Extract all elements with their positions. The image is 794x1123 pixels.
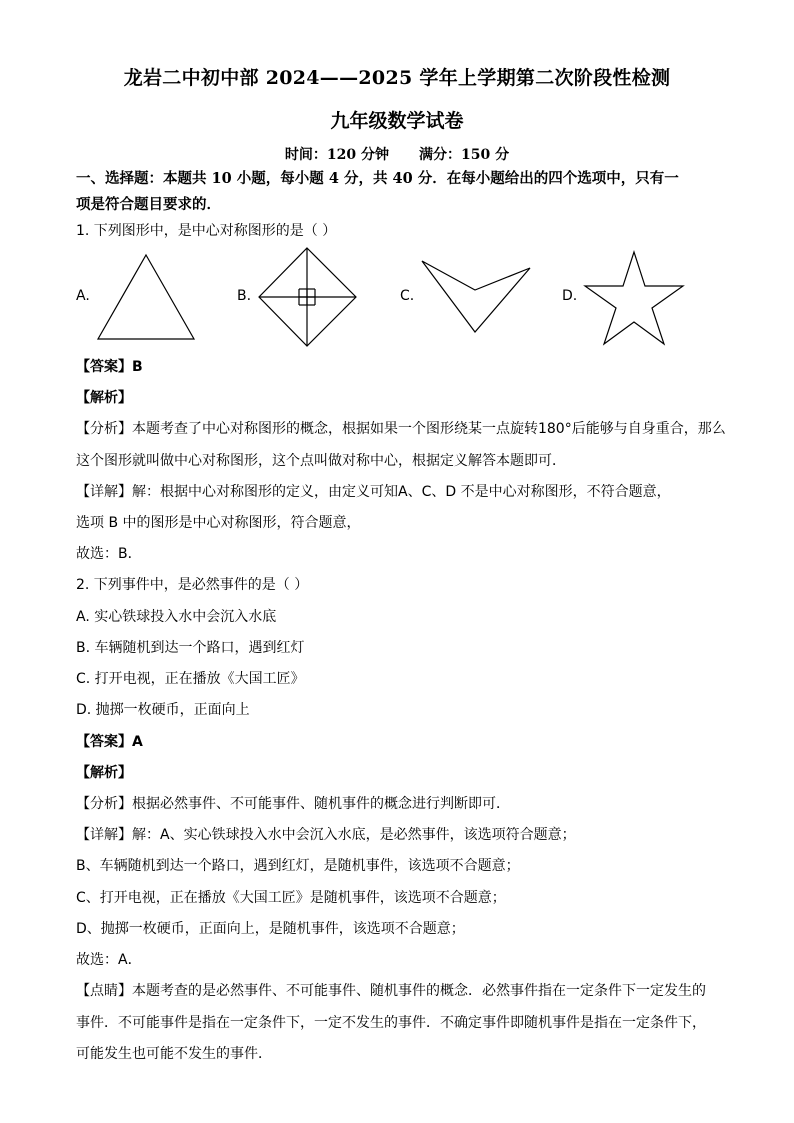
q2-detail-line4: D、抛掷一枚硬币，正面向上，是随机事件，该选项不合题意； — [76, 921, 465, 937]
q2-detail-line2: B、车辆随机到达一个路口，遇到红灯，是随机事件，该选项不合题意； — [76, 858, 520, 874]
q2-stem: 2. 下列事件中，是必然事件的是（ ） — [76, 577, 309, 593]
exam-subtitle: 九年级数学试卷 — [330, 110, 464, 132]
q2-answer: 【答案】A — [76, 734, 143, 750]
star-icon — [583, 250, 685, 346]
q1-option-a-label: A. — [76, 288, 90, 304]
exam-title: 龙岩二中初中部 2024——2025 学年上学期第二次阶段性检测 — [123, 67, 671, 89]
q1-detail-line1: 【详解】解：根据中心对称图形的定义，由定义可知A、C、D 不是中心对称图形，不符合题意， — [76, 484, 671, 500]
q1-option-d-label: D. — [562, 288, 578, 304]
chevron-icon — [420, 258, 532, 334]
section-heading-line2: 项是符合题目要求的． — [76, 196, 221, 213]
q1-option-b-label: B. — [237, 288, 252, 304]
exam-time: 时间：120 分钟 — [284, 147, 389, 163]
q1-conclusion: 故选：B． — [76, 546, 142, 562]
q1-option-c-label: C. — [400, 288, 415, 304]
exam-meta — [0, 144, 794, 164]
q2-comment-line1: 【点睛】本题考查的是必然事件、不可能事件、随机事件的概念．必然事件指在一定条件下一定发生的 — [76, 983, 706, 999]
q1-answer: 【答案】B — [76, 359, 143, 375]
section-heading — [76, 166, 726, 218]
q2-detail-line1: 【详解】解：A、实心铁球投入水中会沉入水底，是必然事件，该选项符合题意； — [76, 827, 576, 843]
q2-analysis-title: 【解析】 — [76, 765, 132, 781]
q1-analysis-title: 【解析】 — [76, 390, 132, 406]
q1-analysis-line2: 这个图形就叫做中心对称图形，这个点叫做对称中心，根据定义解答本题即可． — [76, 453, 566, 469]
pinwheel-square-icon — [258, 247, 358, 347]
q2-comment-line3: 可能发生也可能不发生的事件． — [76, 1046, 272, 1062]
q2-option-b: B. 车辆随机到达一个路口，遇到红灯 — [76, 640, 305, 656]
q1-detail-line2: 选项 B 中的图形是中心对称图形，符合题意， — [76, 515, 361, 531]
q2-option-d: D. 抛掷一枚硬币，正面向上 — [76, 702, 250, 718]
section-heading-line1: 一、选择题：本题共 10 小题，每小题 4 分，共 40 分．在每小题给出的四个选项中，只有一 — [76, 170, 679, 187]
q2-analysis: 【分析】根据必然事件、不可能事件、随机事件的概念进行判断即可． — [76, 796, 510, 812]
q2-detail-line3: C、打开电视，正在播放《大国工匠》是随机事件，该选项不合题意； — [76, 890, 506, 906]
q2-conclusion: 故选：A． — [76, 952, 142, 968]
q2-option-a: A. 实心铁球投入水中会沉入水底 — [76, 609, 277, 625]
q2-option-c: C. 打开电视，正在播放《大国工匠》 — [76, 671, 305, 687]
q2-comment-line2: 事件．不可能事件是指在一定条件下，一定不发生的事件．不确定事件即随机事件是指在一定条件下， — [76, 1015, 706, 1031]
exam-score: 满分：150 分 — [419, 147, 510, 163]
q1-analysis-line1: 【分析】本题考查了中心对称图形的概念，根据如果一个图形绕某一点旋转180°后能够与自身重合，那么 — [76, 421, 726, 437]
q1-stem: 1. 下列图形中，是中心对称图形的是（ ） — [76, 223, 337, 239]
triangle-icon — [96, 253, 196, 341]
